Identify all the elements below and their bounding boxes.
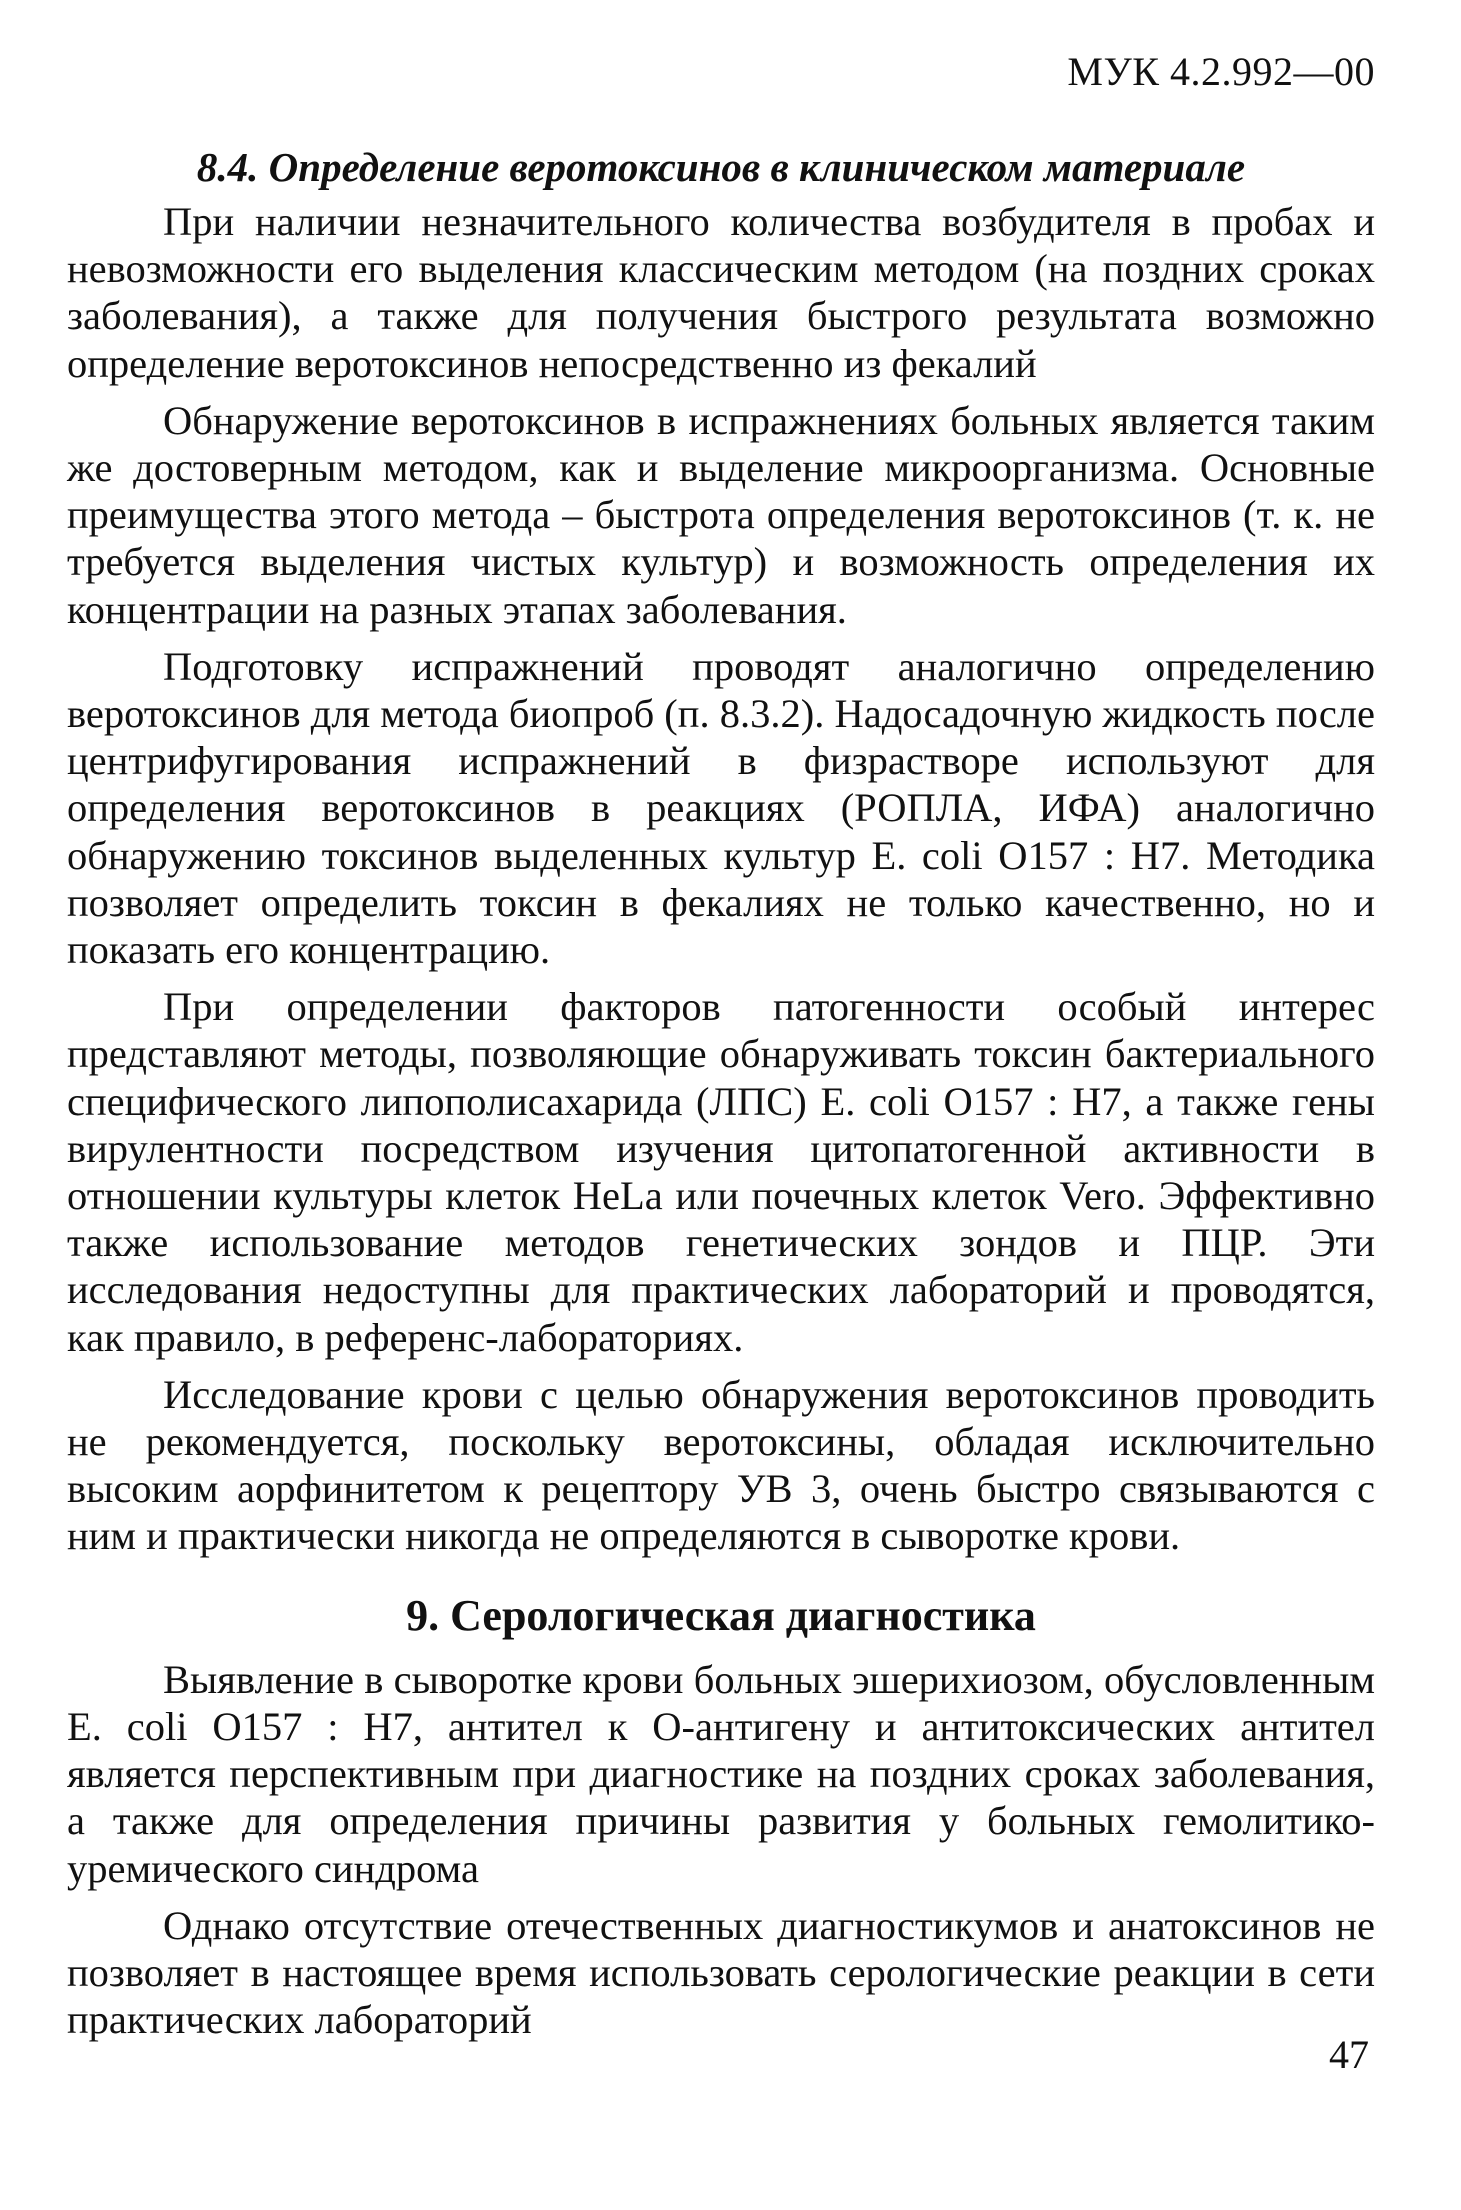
paragraph: Однако отсутствие отечественных диагностикумов и анатоксинов не позволяет в настоящее время использовать серологические реакции в сети практических лабораторий [67,1902,1375,2043]
paragraph: Подготовку испражнений проводят аналогично определению веротоксинов для метода биопроб (п. 8.3.2). Надосадочную жидкость после центрифугирования испражнений в физрастворе используют для определения веротоксинов в реакциях (РОПЛА, ИФА) аналогично обнаружению токсинов выделенных культур E. coli O157 : H7. Методика позволяет определить токсин в фекалиях не только качественно, но и показать его концентрацию. [67,643,1375,973]
paragraph: При определении факторов патогенности особый интерес представляют методы, позволяющие обнаруживать токсин бактериального специфического липополисахарида (ЛПС) E. coli O157 : H7, а также гены вирулентности посредством изучения цитопатогенной активности в отношении культуры клеток HeLa или почечных клеток Vero. Эффективно также использование методов генетических зондов и ПЦР. Эти исследования недоступны для практических лабораторий и проводятся, как правило, в референс-лабораториях. [67,984,1375,1360]
page-content [67,140,1375,2053]
page-number: 47 [1329,2032,1369,2077]
paragraph: Выявление в сыворотке крови больных эшерихиозом, обусловленным E. coli O157 : H7, антител к О-антигену и антитоксических антител является перспективным при диагностике на поздних сроках заболевания, а также для определения причины развития у больных гемолитико-уремического синдрома [67,1656,1375,1891]
paragraph: При наличии незначительного количества возбудителя в пробах и невозможности его выделения классическим методом (на поздних сроках заболевания), а также для получения быстрого результата возможно определение веротоксинов непосредственно из фекалий [67,199,1375,386]
subsection-title: 8.4. Определение веротоксинов в клиническом материале [196,144,1246,190]
document-code-header: МУК 4.2.992—00 [1067,49,1375,94]
paragraph: Исследование крови с целью обнаружения веротоксинов проводить не рекомендуется, поскольку веротоксины, обладая исключительно высоким аорфинитетом к рецептору УВ 3, очень быстро связываются с ним и практически никогда не определяются в сыворотке крови. [67,1371,1375,1559]
paragraph: Обнаружение веротоксинов в испражнениях больных является таким же достоверным методом, как и выделение микроорганизма. Основные преимущества этого метода – быстрота определения веротоксинов (т. к. не требуется выделения чистых культур) и возможность определения их концентрации на разных этапах заболевания. [67,397,1375,632]
section-title: 9. Серологическая диагностика [406,1590,1036,1640]
